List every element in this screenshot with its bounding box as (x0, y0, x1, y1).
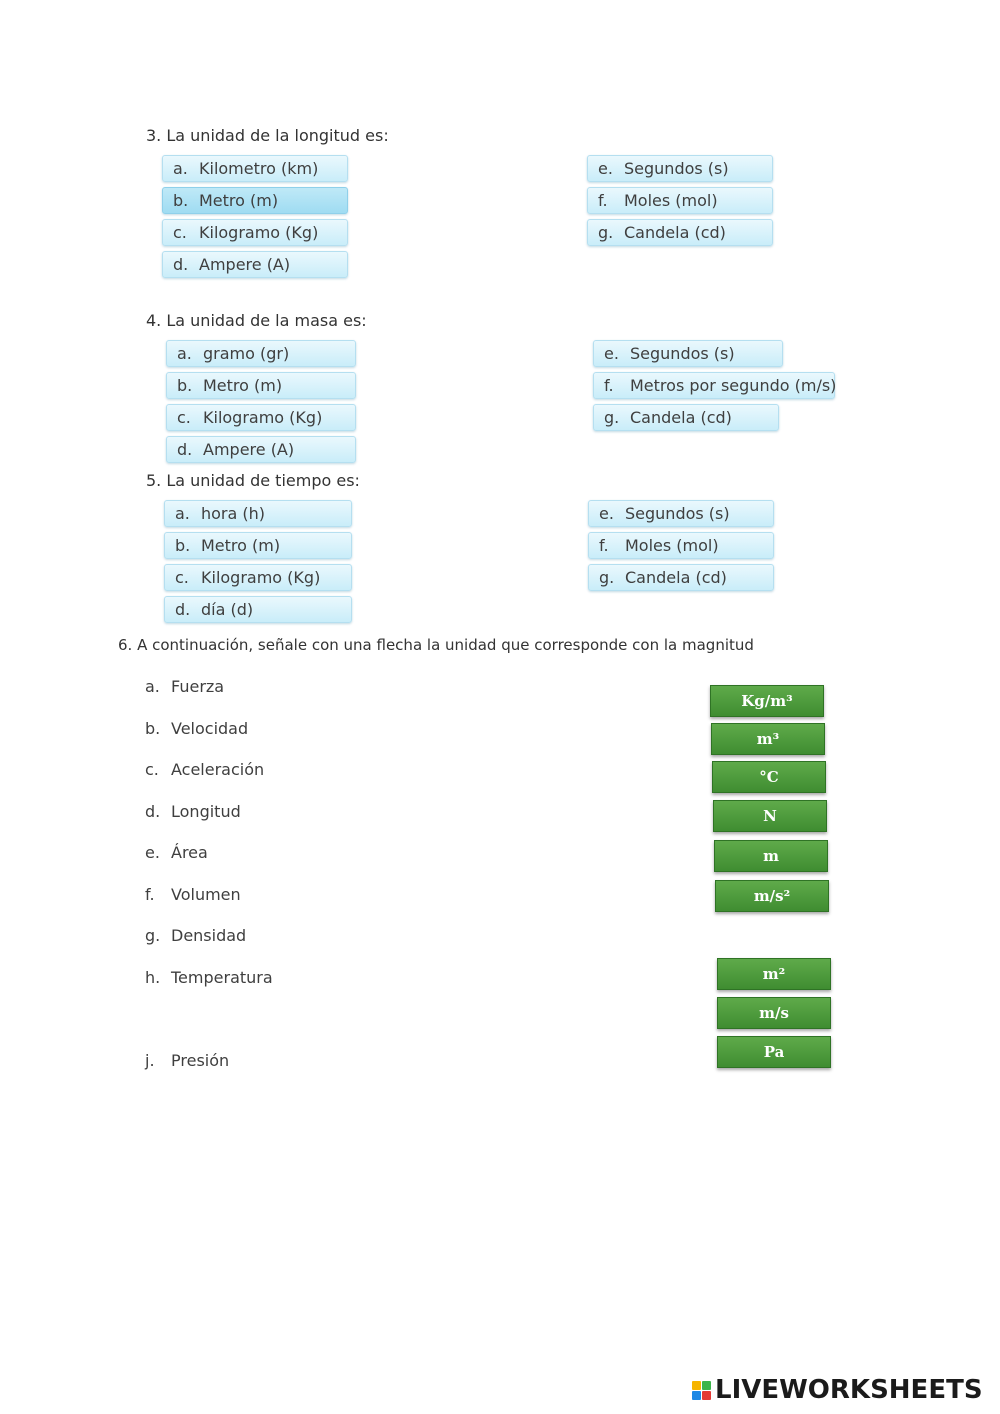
magnitude-label: Fuerza (171, 677, 225, 696)
option-label: Kilometro (km) (199, 159, 319, 178)
option-key: a. (175, 504, 190, 523)
unit-tile-pascal[interactable]: Pa (717, 1036, 831, 1068)
magnitude-label: Temperatura (171, 968, 273, 987)
unit-tile-m3[interactable]: m³ (711, 723, 825, 755)
option-key: e. (599, 504, 614, 523)
option-label: Segundos (s) (630, 344, 735, 363)
magnitude-key: e. (145, 843, 160, 862)
logo-square (702, 1381, 711, 1390)
magnitude-label: Longitud (171, 802, 241, 821)
logo-squares-icon (692, 1381, 711, 1400)
option-label: Kilogramo (Kg) (201, 568, 321, 587)
option-key: b. (173, 191, 189, 210)
q3-option-f[interactable] (587, 187, 773, 214)
option-label: gramo (gr) (203, 344, 290, 363)
magnitude-densidad (145, 926, 246, 945)
option-label: Moles (mol) (625, 536, 719, 555)
q5-option-e[interactable] (588, 500, 774, 527)
q4-option-g[interactable] (593, 404, 779, 431)
magnitude-aceleracion (145, 760, 264, 779)
q3-option-d[interactable] (162, 251, 348, 278)
option-key: b. (177, 376, 193, 395)
option-label: Kilogramo (Kg) (203, 408, 323, 427)
unit-tile-newton[interactable]: N (713, 800, 827, 832)
q4-option-d[interactable] (166, 436, 356, 463)
magnitude-key: f. (145, 885, 155, 904)
q4-option-b[interactable] (166, 372, 356, 399)
q5-option-d[interactable] (164, 596, 352, 623)
magnitude-label: Volumen (171, 885, 241, 904)
logo-square (702, 1391, 711, 1400)
option-label: Moles (mol) (624, 191, 718, 210)
option-label: día (d) (201, 600, 254, 619)
q4-option-e[interactable] (593, 340, 783, 367)
q4-option-f[interactable] (593, 372, 835, 399)
option-key: c. (175, 568, 189, 587)
option-key: g. (598, 223, 614, 242)
magnitude-key: d. (145, 802, 161, 821)
unit-tile-m-per-s[interactable]: m/s (717, 997, 831, 1029)
unit-tile-kg-per-m3[interactable]: Kg/m³ (710, 685, 824, 717)
magnitude-label: Área (171, 843, 208, 862)
q4-option-c[interactable] (166, 404, 356, 431)
option-key: e. (598, 159, 613, 178)
option-label: Segundos (s) (624, 159, 729, 178)
magnitude-longitud (145, 802, 241, 821)
magnitude-key: b. (145, 719, 161, 738)
option-label: Metro (m) (203, 376, 283, 395)
option-key: d. (173, 255, 189, 274)
option-label: Candela (cd) (625, 568, 727, 587)
magnitude-velocidad (145, 719, 248, 738)
option-key: f. (598, 191, 608, 210)
option-key: f. (604, 376, 614, 395)
option-key: b. (175, 536, 191, 555)
magnitude-presion (145, 1051, 229, 1070)
option-label: Ampere (A) (203, 440, 295, 459)
option-key: d. (175, 600, 191, 619)
option-key: c. (177, 408, 191, 427)
q5-option-a[interactable] (164, 500, 352, 527)
option-key: d. (177, 440, 193, 459)
magnitude-key: a. (145, 677, 160, 696)
option-label: Segundos (s) (625, 504, 730, 523)
magnitude-fuerza (145, 677, 224, 696)
option-label: Candela (cd) (630, 408, 732, 427)
question-6-title: 6. A continuación, señale con una flecha la unidad que corresponde con la magnitud (118, 636, 754, 654)
q5-option-g[interactable] (588, 564, 774, 591)
unit-tile-meter[interactable]: m (714, 840, 828, 872)
option-label: Metro (m) (201, 536, 281, 555)
option-key: g. (599, 568, 615, 587)
q3-option-a[interactable] (162, 155, 348, 182)
unit-tile-m-per-s2[interactable]: m/s² (715, 880, 829, 912)
q3-option-g[interactable] (587, 219, 773, 246)
option-label: Metro (m) (199, 191, 279, 210)
option-label: Metros por segundo (m/s) (630, 376, 837, 395)
magnitude-label: Velocidad (171, 719, 249, 738)
magnitude-key: h. (145, 968, 161, 987)
q3-option-e[interactable] (587, 155, 773, 182)
option-label: Kilogramo (Kg) (199, 223, 319, 242)
option-key: a. (173, 159, 188, 178)
q3-option-c[interactable] (162, 219, 348, 246)
magnitude-label: Densidad (171, 926, 247, 945)
option-label: Candela (cd) (624, 223, 726, 242)
option-key: f. (599, 536, 609, 555)
magnitude-key: c. (145, 760, 159, 779)
logo-square (692, 1381, 701, 1390)
magnitude-temperatura (145, 968, 273, 987)
liveworksheets-logo (692, 1374, 983, 1406)
question-5-title: 5. La unidad de tiempo es: (146, 471, 360, 490)
q4-option-a[interactable] (166, 340, 356, 367)
magnitude-label: Presión (171, 1051, 230, 1070)
option-key: g. (604, 408, 620, 427)
option-key: c. (173, 223, 187, 242)
option-key: a. (177, 344, 192, 363)
magnitude-volumen (145, 885, 241, 904)
unit-tile-m2[interactable]: m² (717, 958, 831, 990)
unit-tile-celsius[interactable]: °C (712, 761, 826, 793)
q5-option-b[interactable] (164, 532, 352, 559)
magnitude-key: g. (145, 926, 161, 945)
logo-text: LIVEWORKSHEETS (715, 1375, 983, 1405)
option-label: hora (h) (201, 504, 266, 523)
logo-square (692, 1391, 701, 1400)
question-3-title: 3. La unidad de la longitud es: (146, 126, 389, 145)
question-4-title: 4. La unidad de la masa es: (146, 311, 367, 330)
magnitude-label: Aceleración (171, 760, 265, 779)
magnitude-key: j. (145, 1051, 155, 1070)
q3-option-b[interactable] (162, 187, 348, 214)
q5-option-f[interactable] (588, 532, 774, 559)
option-key: e. (604, 344, 619, 363)
magnitude-area (145, 843, 208, 862)
q5-option-c[interactable] (164, 564, 352, 591)
option-label: Ampere (A) (199, 255, 291, 274)
